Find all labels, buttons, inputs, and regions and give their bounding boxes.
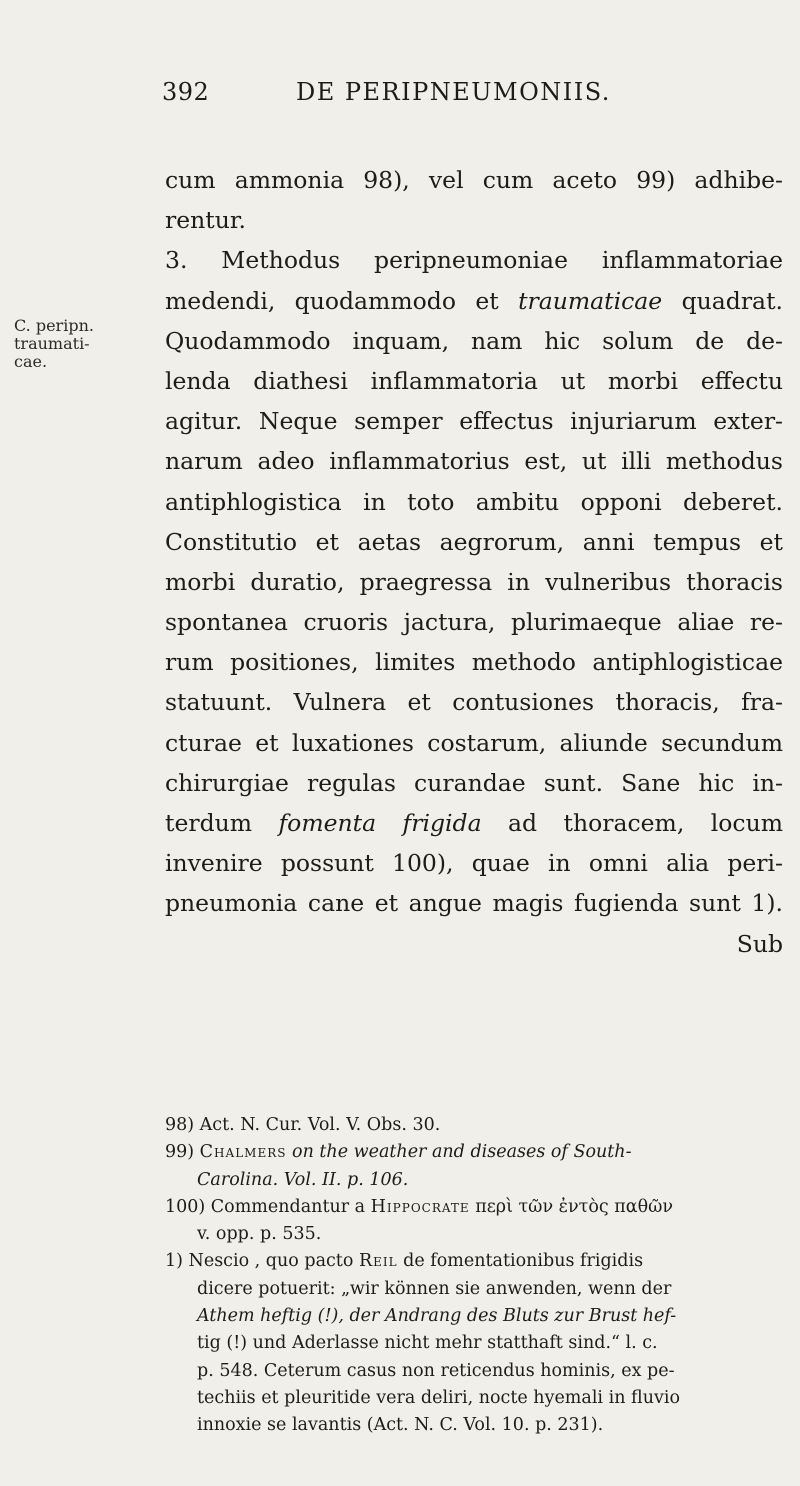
footnote-text: dicere potuerit: „wir können sie anwenden, wenn der bbox=[197, 1278, 672, 1299]
section-heading-line: 3. Methodus peripneumoniae inflammatoriae bbox=[165, 246, 783, 275]
footnote-text: on the weather and diseases of South- bbox=[286, 1142, 632, 1163]
footnote-text: v. opp. p. 535. bbox=[197, 1224, 322, 1245]
footnote-text: 1) Nescio , quo pacto bbox=[165, 1251, 359, 1272]
footnote-text: περὶ τῶν ἐντὸς παθῶν bbox=[469, 1196, 674, 1217]
body-line: cturae et luxationes costarum, aliunde secundum bbox=[165, 728, 783, 757]
body-line: chirurgiae regulas curandae sunt. Sane hic in- bbox=[165, 768, 783, 797]
body-text-span: medendi, quodammodo et bbox=[165, 286, 519, 315]
body-line: narum adeo inflammatorius est, ut illi methodus bbox=[165, 447, 783, 476]
body-line: antiphlogistica in toto ambitu opponi deberet. bbox=[165, 487, 783, 516]
footnote-100 bbox=[165, 1194, 783, 1249]
footnote-99 bbox=[165, 1139, 783, 1194]
footnote-text: tig (!) und Aderlasse nicht mehr statthaft sind.“ l. c. bbox=[197, 1333, 658, 1354]
body-text bbox=[165, 160, 783, 964]
author-name: Hippocrate bbox=[370, 1196, 470, 1217]
page-number: 392 bbox=[162, 78, 210, 106]
margin-note-line: traumati- bbox=[14, 334, 90, 353]
body-line: Constitutio et aetas aegrorum, anni tempus et bbox=[165, 527, 783, 556]
margin-note bbox=[14, 317, 106, 371]
footnote-text: 100) Commendantur a bbox=[165, 1196, 371, 1217]
footnote-text: de fomentationibus frigidis bbox=[397, 1251, 644, 1272]
body-line: cum ammonia 98), vel cum aceto 99) adhibe- bbox=[165, 166, 783, 194]
body-line: lenda diathesi inflammatoria ut morbi effectu bbox=[165, 366, 783, 395]
body-line: invenire possunt 100), quae in omni alia peri- bbox=[165, 849, 783, 878]
footnote-text: 99) bbox=[165, 1142, 200, 1163]
body-line bbox=[165, 281, 783, 321]
body-line: statuunt. Vulnera et contusiones thoracis, fra- bbox=[165, 688, 783, 717]
body-line bbox=[165, 803, 783, 843]
footnote-text: techiis et pleuritide vera deliri, nocte hyemali in fluvio bbox=[197, 1387, 680, 1408]
margin-note-line: C. peripn. bbox=[14, 316, 94, 335]
body-line: rum positiones, limites methodo antiphlogisticae bbox=[165, 648, 783, 677]
footnotes bbox=[165, 1112, 783, 1440]
author-name: Chalmers bbox=[199, 1142, 287, 1163]
body-text-span: ad thoracem, locum bbox=[481, 809, 783, 837]
catchword: Sub bbox=[736, 929, 783, 958]
footnote-text: Athem heftig (!), der Andrang des Bluts zur Brust hef- bbox=[197, 1306, 677, 1327]
footnote-text: Carolina. Vol. II. p. 106. bbox=[197, 1169, 409, 1190]
running-head: DE PERIPNEUMONIIS. bbox=[296, 78, 611, 106]
emphasis: fomenta frigida bbox=[278, 809, 482, 837]
emphasis: traumaticae bbox=[518, 286, 663, 315]
body-line: agitur. Neque semper effectus injuriarum exter- bbox=[165, 407, 783, 436]
footnote-text: innoxie se lavantis (Act. N. C. Vol. 10. p. 231). bbox=[197, 1415, 604, 1436]
body-text-span: quadrat. bbox=[662, 286, 783, 315]
body-line: rentur. bbox=[165, 206, 246, 235]
footnote-98: 98) Act. N. Cur. Vol. V. Obs. 30. bbox=[165, 1115, 441, 1135]
author-name: Reil bbox=[358, 1251, 398, 1272]
body-line: morbi duratio, praegressa in vulneribus thoracis bbox=[165, 567, 783, 596]
footnote-1 bbox=[165, 1248, 783, 1439]
margin-note-line: cae. bbox=[14, 352, 48, 371]
footnote-text: p. 548. Ceterum casus non reticendus hominis, ex pe- bbox=[197, 1360, 675, 1381]
body-text-span: terdum bbox=[165, 809, 279, 837]
body-line: spontanea cruoris jactura, plurimaeque aliae re- bbox=[165, 608, 783, 637]
body-line: pneumonia cane et angue magis fugienda sunt 1). bbox=[165, 889, 783, 918]
body-line: Quodammodo inquam, nam hic solum de de- bbox=[165, 326, 783, 355]
